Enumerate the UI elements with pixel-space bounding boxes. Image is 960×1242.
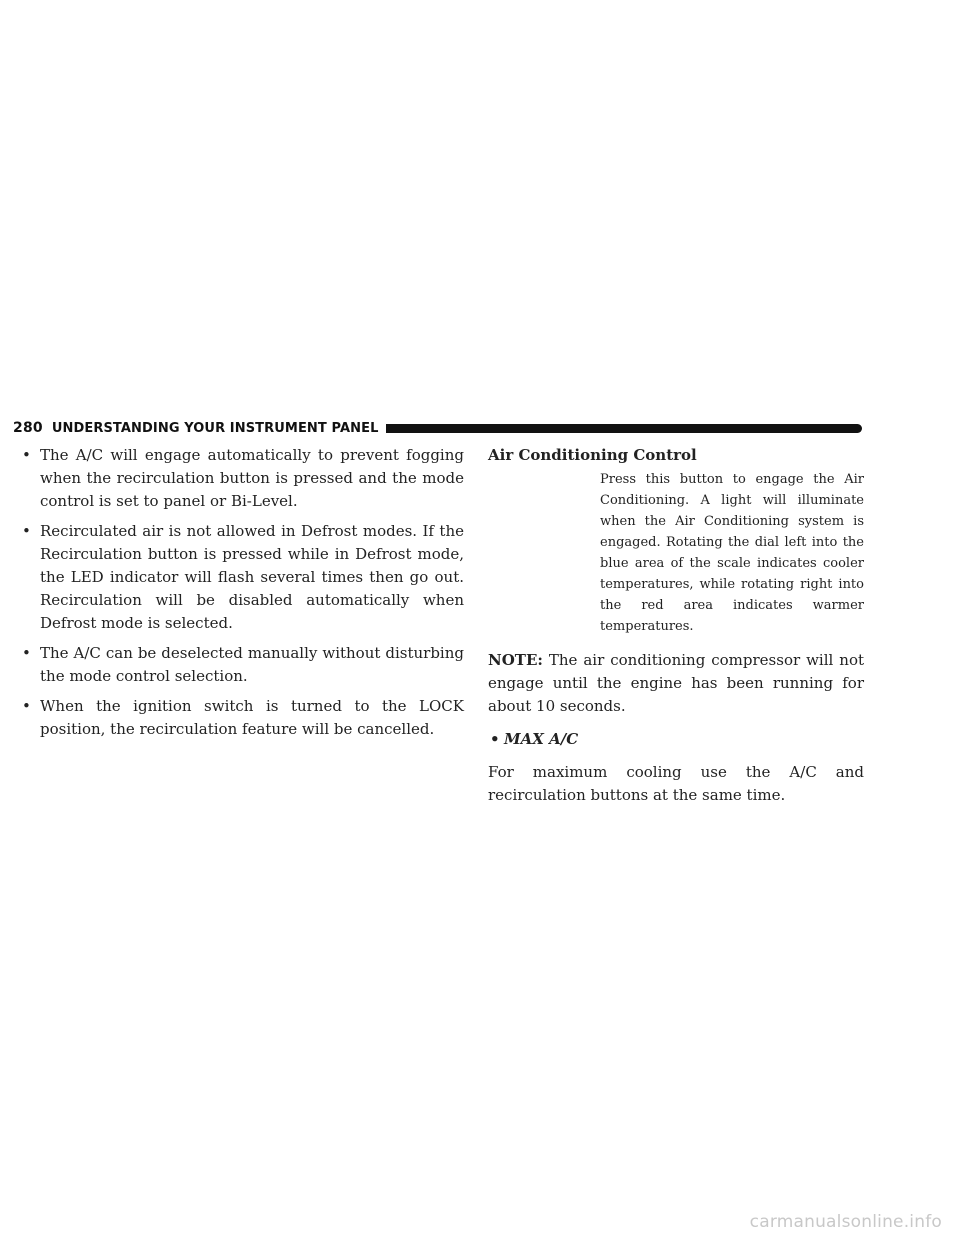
bullet-text: Recirculated air is not allowed in Defrost modes. If the Recirculation button is pressed while in Defrost mode, the LED indicator will flash several times then go out. Recirculation will be disabled automatically when Defrost mode is selected. [40, 522, 464, 632]
bullet-icon: • [490, 730, 500, 748]
ac-control-description: Press this button to engage the Air Conditioning. A light will illuminate when the Air Conditioning system is engaged. Rotating the dial left into the blue area of the scale indicates cooler temperatures, while rotating right into the red area indicates warmer temperatures. [600, 472, 864, 634]
bullet-text: The A/C will engage automatically to prevent fogging when the recirculation button is pressed and the mode control is set to panel or Bi-Level. [40, 446, 464, 510]
bullet-icon: • [22, 697, 31, 715]
list-item [20, 520, 464, 635]
page-header [0, 419, 862, 437]
note-paragraph [488, 649, 864, 718]
list-item [20, 642, 464, 688]
right-column [488, 444, 864, 817]
note-label: NOTE: [488, 651, 543, 669]
bullet-text: When the ignition switch is turned to the LOCK position, the recirculation feature will be cancelled. [40, 697, 464, 738]
bullet-icon: • [22, 446, 31, 464]
watermark-link[interactable]: carmanualsonline.info [749, 1212, 942, 1232]
ac-control-heading: Air Conditioning Control [488, 446, 697, 464]
max-ac-label: MAX A/C [504, 730, 579, 748]
max-ac-paragraph: For maximum cooling use the A/C and recirculation buttons at the same time. [488, 763, 864, 804]
page-number: 280 [13, 420, 43, 436]
ac-button-image-area [488, 469, 600, 621]
bullet-icon: • [22, 644, 31, 662]
bullet-icon: • [22, 522, 31, 540]
left-column [20, 444, 464, 748]
list-item [20, 695, 464, 741]
ac-control-block [488, 469, 864, 637]
list-item [20, 444, 464, 513]
note-text: The air conditioning compressor will not engage until the engine has been running for about 10 seconds. [488, 651, 864, 715]
section-title: UNDERSTANDING YOUR INSTRUMENT PANEL [51, 420, 379, 436]
bullet-text: The A/C can be deselected manually without disturbing the mode control selection. [40, 644, 464, 685]
header-rule [386, 424, 862, 433]
max-ac-item [488, 728, 864, 751]
